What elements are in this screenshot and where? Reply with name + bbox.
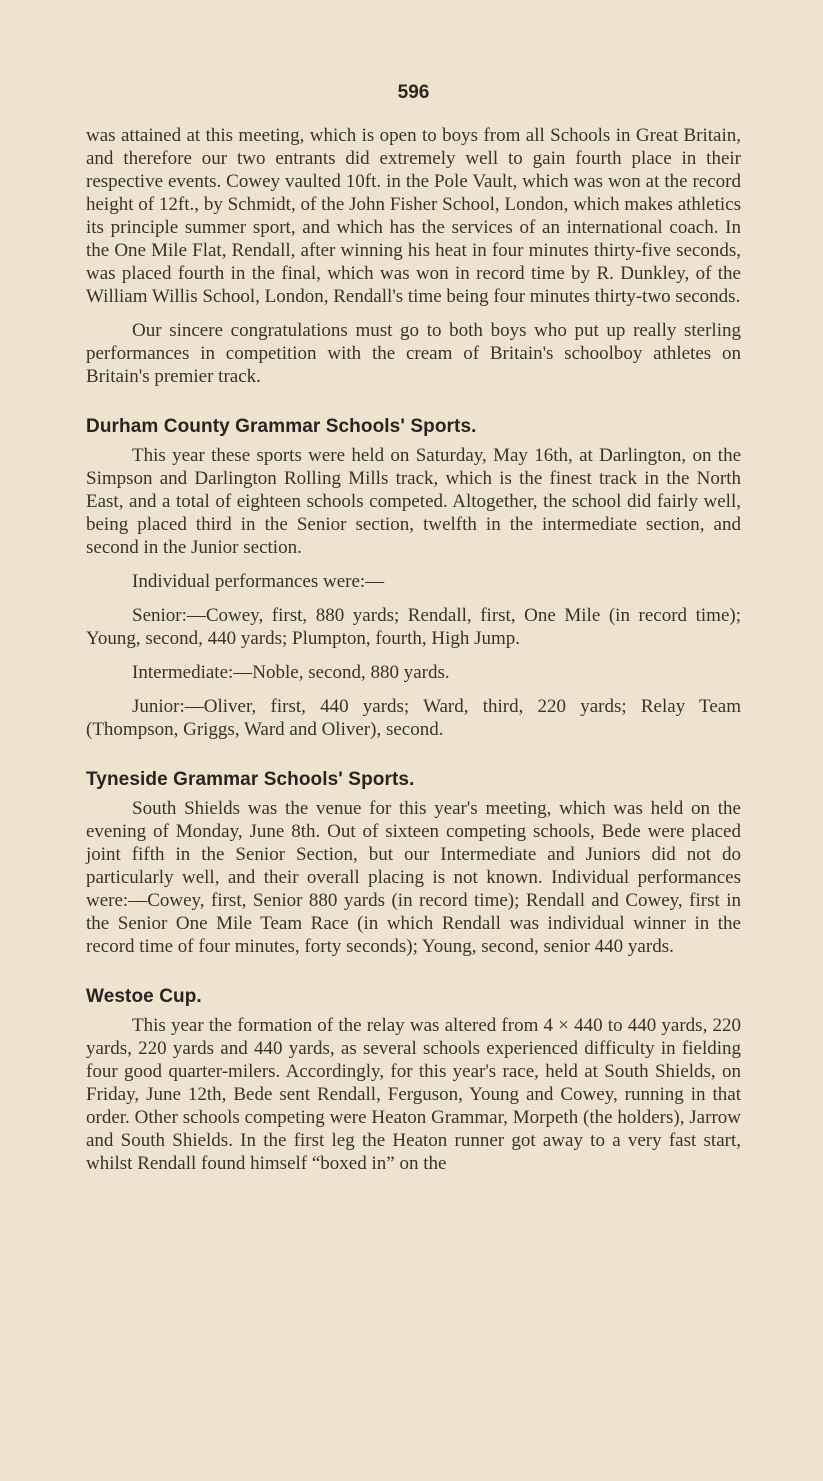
durham-heading: Durham County Grammar Schools' Sports. (86, 416, 477, 437)
durham-junior-results: Junior:—Oliver, first, 440 yards; Ward, third, 220 yards; Relay Team (Thompson, Griggs, Ward and Oliver), second. (86, 696, 741, 740)
durham-intermediate-results: Intermediate:—Noble, second, 880 yards. (132, 662, 450, 683)
westoe-heading: Westoe Cup. (86, 986, 202, 1007)
durham-paragraph-2: Individual performances were:— (132, 571, 385, 592)
tyneside-paragraph-1: South Shields was the venue for this year's meeting, which was held on the evening of Monday, June 8th. Out of sixteen competing schools, Bede were placed joint fifth in the Senior Section, but our Intermediate and Juniors did not do particularly well, and their overall placing is not known. Individual performances were:—Cowey, first, Senior 880 yards (in record time); Rendall and Cowey, first in the Senior One Mile Team Race (in which Rendall was individual winner in the record time of four minutes, forty seconds); Young, second, senior 440 yards. (86, 798, 741, 957)
westoe-paragraph-1: This year the formation of the relay was altered from 4 × 440 to 440 yards, 220 yards, 220 yards and 440 yards, as several schools experienced difficulty in fielding four good quarter-milers. Accordingly, for this year's race, held at South Shields, on Friday, June 12th, Bede sent Rendall, Ferguson, Young and Cowey, running in that order. Other schools competing were Heaton Grammar, Morpeth (the holders), Jarrow and South Shields. In the first leg the Heaton runner got away to a very fast start, whilst Rendall found himself “boxed in” on the (86, 1015, 741, 1174)
durham-senior-results: Senior:—Cowey, first, 880 yards; Rendall, first, One Mile (in record time); Young, second, 440 yards; Plumpton, fourth, High Jump. (86, 605, 741, 649)
intro-paragraph-1: was attained at this meeting, which is open to boys from all Schools in Great Britain, and therefore our two entrants did extremely well to gain fourth place in their respective events. Cowey vaulted 10ft. in the Pole Vault, which was won at the record height of 12ft., by Schmidt, of the John Fisher School, London, which makes athletics its principle summer sport, and which has the services of an international coach. In the One Mile Flat, Rendall, after winning his heat in four minutes thirty-five seconds, was placed fourth in the final, which was won in record time by R. Dunkley, of the William Willis School, London, Rendall's time being four minutes thirty-two seconds. (86, 125, 741, 307)
intro-paragraph-2: Our sincere congratulations must go to both boys who put up really sterling performances in competition with the cream of Britain's schoolboy athletes on Britain's premier track. (86, 320, 741, 387)
tyneside-heading: Tyneside Grammar Schools' Sports. (86, 769, 415, 790)
durham-paragraph-1: This year these sports were held on Saturday, May 16th, at Darlington, on the Simpson and Darlington Rolling Mills track, which is the finest track in the North East, and a total of eighteen schools competed. Altogether, the school did fairly well, being placed third in the Senior section, twelfth in the intermediate section, and second in the Junior section. (86, 445, 741, 558)
page-number: 596 (397, 82, 430, 103)
